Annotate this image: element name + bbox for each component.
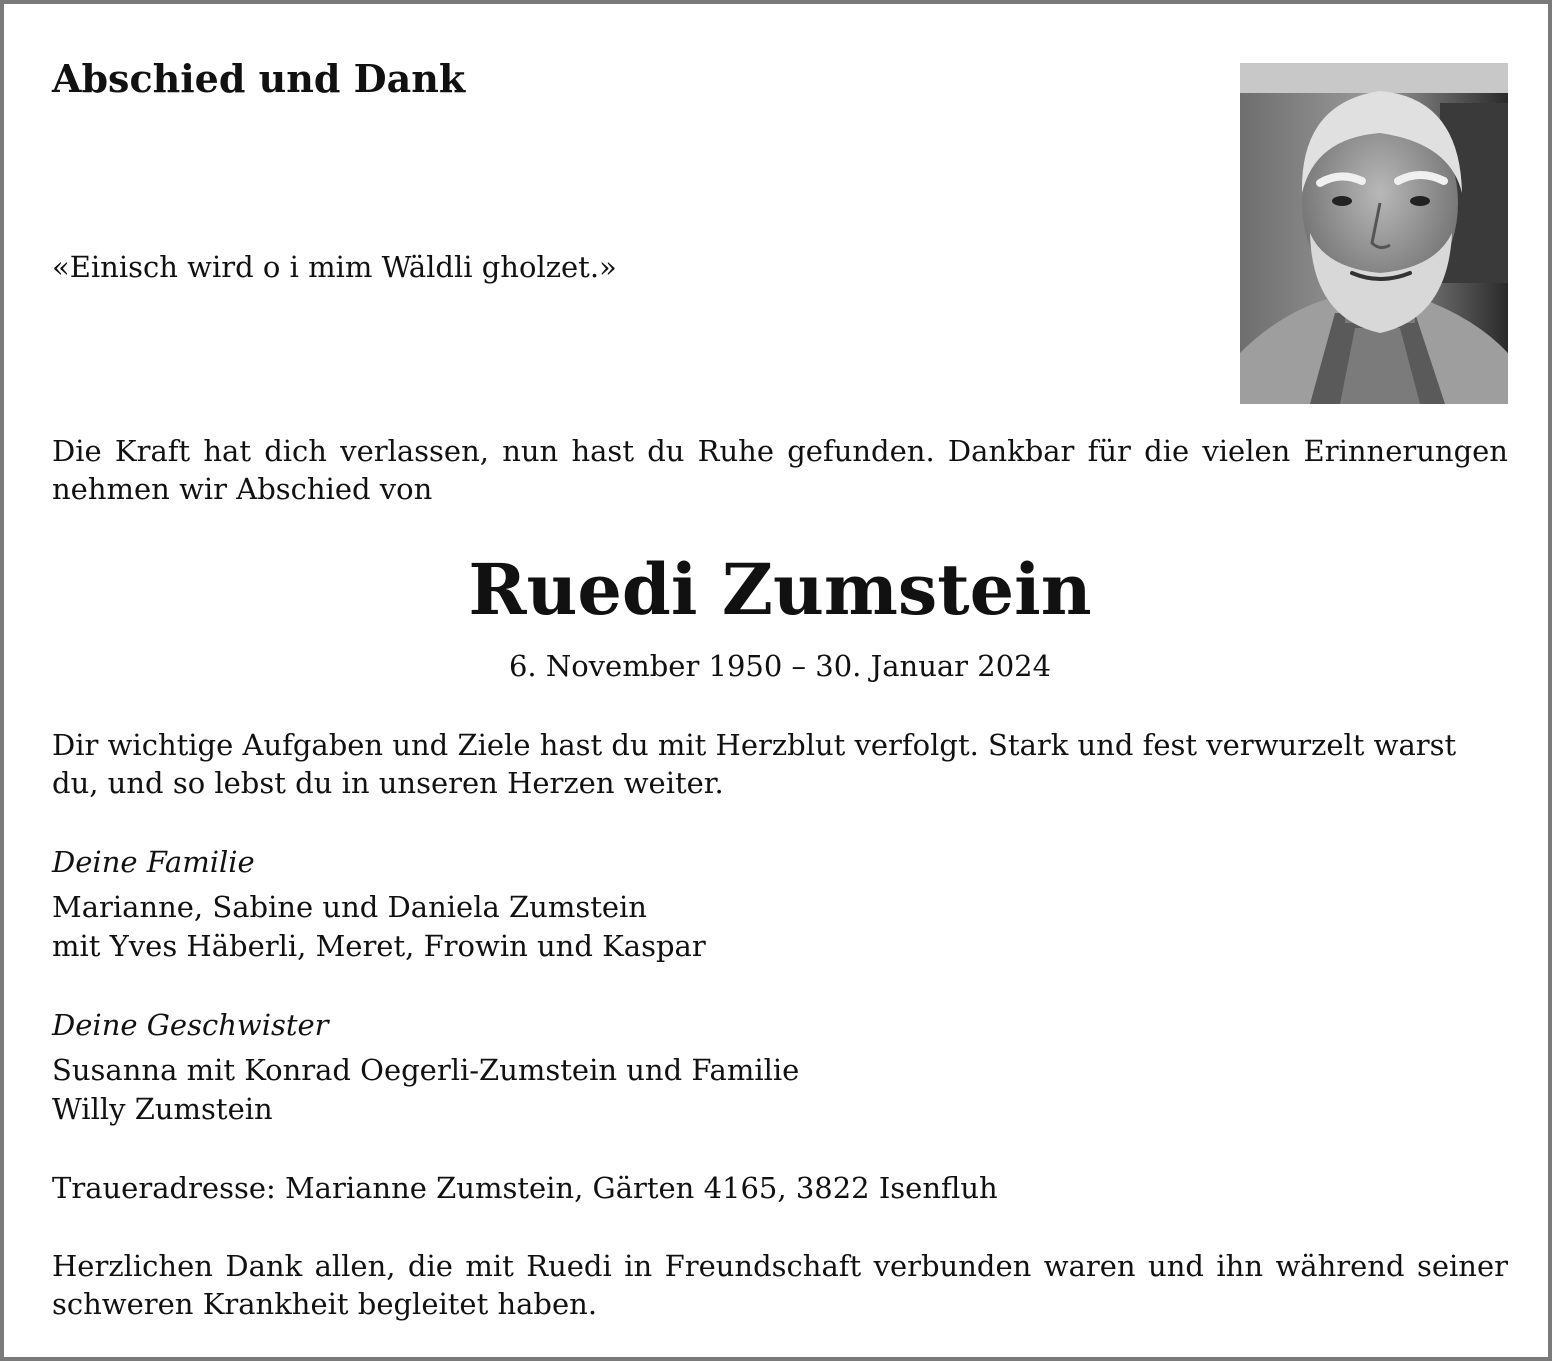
deceased-name: Ruedi Zumstein — [468, 548, 1092, 631]
notice-motto: «Einisch wird o i mim Wäldli gholzet.» — [52, 250, 617, 284]
siblings-label: Deine Geschwister — [52, 1008, 329, 1042]
thanks-text: Herzlichen Dank allen, die mit Ruedi in Freundschaft verbunden waren und ihn während seiner schweren Krankheit begleitet haben. — [52, 1249, 1508, 1321]
mourning-address: Traueradresse: Marianne Zumstein, Gärten 4165, 3822 Isenfluh — [52, 1171, 998, 1205]
tribute-text: Dir wichtige Aufgaben und Ziele hast du mit Herzblut verfolgt. Stark und fest verwurzelt warst du, und so lebst du in unseren Herzen weiter. — [52, 728, 1457, 800]
family-label: Deine Familie — [52, 845, 255, 879]
notice-heading: Abschied und Dank — [52, 56, 466, 101]
family-line: mit Yves Häberli, Meret, Frowin und Kaspar — [52, 929, 706, 963]
siblings-line: Susanna mit Konrad Oegerli-Zumstein und Familie — [52, 1053, 800, 1087]
intro-text: Die Kraft hat dich verlassen, nun hast du Ruhe gefunden. Dankbar für die vielen Erinnerungen nehmen wir Abschied von — [52, 434, 1508, 506]
siblings-line: Willy Zumstein — [52, 1092, 273, 1126]
family-line: Marianne, Sabine und Daniela Zumstein — [52, 890, 647, 924]
portrait-photo-icon — [1240, 63, 1508, 404]
life-dates: 6. November 1950 – 30. Januar 2024 — [508, 649, 1052, 683]
